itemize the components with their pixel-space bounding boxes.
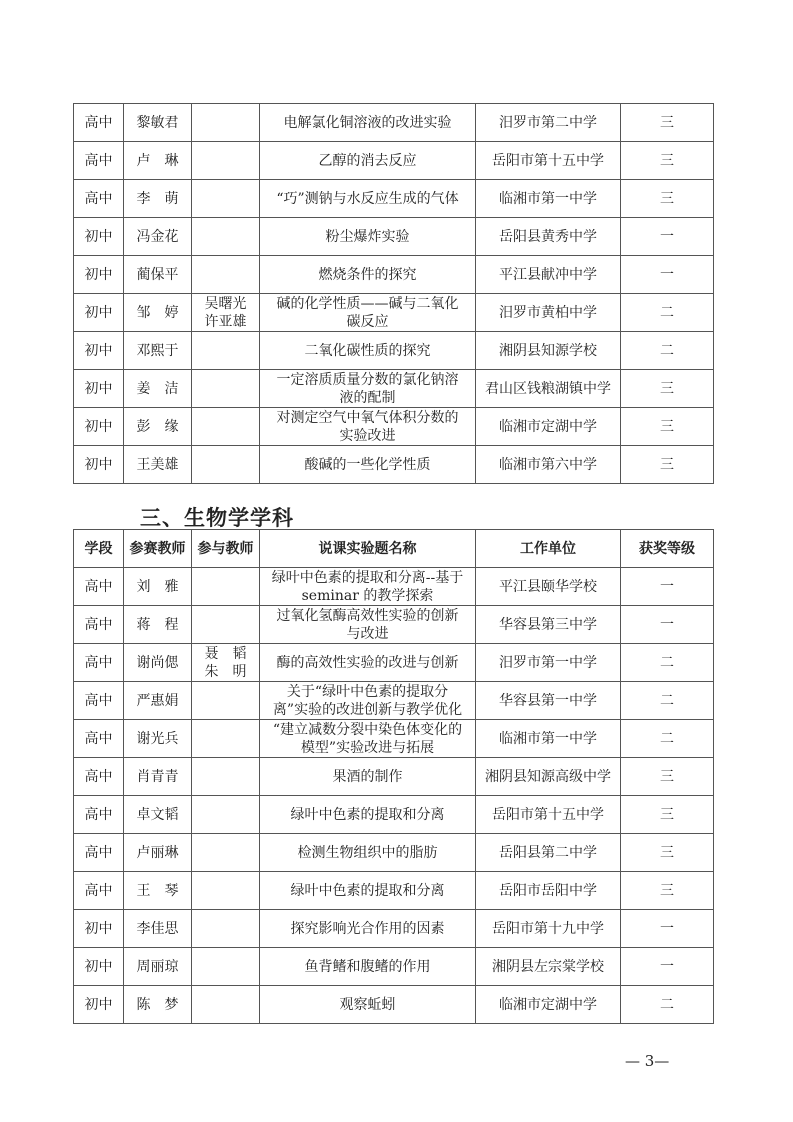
cell-award: 三 <box>621 796 714 834</box>
cell-unit: 平江县颐华学校 <box>476 568 621 606</box>
cell-assistant: 吴曙光 许亚雄 <box>192 294 260 332</box>
cell-title: 一定溶质质量分数的氯化钠溶液的配制 <box>260 370 476 408</box>
cell-stage: 高中 <box>74 606 124 644</box>
cell-assistant <box>192 834 260 872</box>
cell-teacher: 蔺保平 <box>124 256 192 294</box>
table-row <box>74 720 714 758</box>
cell-assistant <box>192 256 260 294</box>
table-row <box>74 370 714 408</box>
cell-stage: 高中 <box>74 568 124 606</box>
cell-title: 关于“绿叶中色素的提取分离”实验的改进创新与教学优化 <box>260 682 476 720</box>
cell-title: 粉尘爆炸实验 <box>260 218 476 256</box>
cell-stage: 高中 <box>74 104 124 142</box>
cell-award: 三 <box>621 104 714 142</box>
cell-award: 三 <box>621 370 714 408</box>
cell-title: 绿叶中色素的提取和分离--基于 seminar 的教学探索 <box>260 568 476 606</box>
cell-assistant <box>192 910 260 948</box>
cell-unit: 岳阳县黄秀中学 <box>476 218 621 256</box>
cell-unit: 岳阳市第十五中学 <box>476 796 621 834</box>
cell-teacher: 陈 梦 <box>124 986 192 1024</box>
cell-assistant <box>192 332 260 370</box>
cell-award: 二 <box>621 644 714 682</box>
cell-stage: 高中 <box>74 142 124 180</box>
cell-title: 二氧化碳性质的探究 <box>260 332 476 370</box>
cell-title: 电解氯化铜溶液的改进实验 <box>260 104 476 142</box>
cell-assistant <box>192 370 260 408</box>
cell-assistant <box>192 986 260 1024</box>
table-row <box>74 104 714 142</box>
cell-stage: 初中 <box>74 408 124 446</box>
cell-stage: 初中 <box>74 218 124 256</box>
cell-title: 绿叶中色素的提取和分离 <box>260 872 476 910</box>
cell-assistant <box>192 606 260 644</box>
cell-teacher: 肖青青 <box>124 758 192 796</box>
cell-teacher: 邓熙于 <box>124 332 192 370</box>
cell-title: “巧”测钠与水反应生成的气体 <box>260 180 476 218</box>
cell-assistant <box>192 948 260 986</box>
cell-unit: 汨罗市第一中学 <box>476 644 621 682</box>
header-teacher: 参赛教师 <box>124 530 192 568</box>
cell-teacher: 王美雄 <box>124 446 192 484</box>
cell-award: 一 <box>621 218 714 256</box>
header-title: 说课实验题名称 <box>260 530 476 568</box>
cell-award: 一 <box>621 568 714 606</box>
cell-assistant <box>192 758 260 796</box>
header-assistant: 参与教师 <box>192 530 260 568</box>
cell-title: 过氧化氢酶高效性实验的创新与改进 <box>260 606 476 644</box>
cell-assistant <box>192 142 260 180</box>
cell-title: “建立减数分裂中染色体变化的模型”实验改进与拓展 <box>260 720 476 758</box>
cell-teacher: 刘 雅 <box>124 568 192 606</box>
cell-stage: 高中 <box>74 720 124 758</box>
cell-stage: 初中 <box>74 332 124 370</box>
cell-teacher: 王 琴 <box>124 872 192 910</box>
cell-stage: 高中 <box>74 758 124 796</box>
cell-award: 一 <box>621 910 714 948</box>
cell-award: 三 <box>621 758 714 796</box>
cell-stage: 高中 <box>74 682 124 720</box>
cell-teacher: 邹 婷 <box>124 294 192 332</box>
cell-teacher: 蒋 程 <box>124 606 192 644</box>
header-stage: 学段 <box>74 530 124 568</box>
cell-award: 三 <box>621 408 714 446</box>
cell-unit: 湘阴县知源学校 <box>476 332 621 370</box>
table-row <box>74 644 714 682</box>
cell-award: 二 <box>621 294 714 332</box>
cell-award: 一 <box>621 606 714 644</box>
cell-title: 探究影响光合作用的因素 <box>260 910 476 948</box>
cell-unit: 平江县献冲中学 <box>476 256 621 294</box>
cell-unit: 华容县第一中学 <box>476 682 621 720</box>
table-row <box>74 568 714 606</box>
cell-stage: 初中 <box>74 948 124 986</box>
table-row <box>74 872 714 910</box>
cell-award: 二 <box>621 986 714 1024</box>
table-row <box>74 758 714 796</box>
cell-unit: 君山区钱粮湖镇中学 <box>476 370 621 408</box>
cell-award: 三 <box>621 872 714 910</box>
table-row <box>74 256 714 294</box>
cell-award: 三 <box>621 180 714 218</box>
table-row <box>74 796 714 834</box>
cell-award: 一 <box>621 256 714 294</box>
table-row <box>74 682 714 720</box>
cell-assistant <box>192 796 260 834</box>
cell-award: 二 <box>621 682 714 720</box>
cell-title: 果酒的制作 <box>260 758 476 796</box>
cell-teacher: 周丽琼 <box>124 948 192 986</box>
header-award: 获奖等级 <box>621 530 714 568</box>
cell-stage: 初中 <box>74 446 124 484</box>
cell-title: 酶的高效性实验的改进与创新 <box>260 644 476 682</box>
cell-assistant <box>192 408 260 446</box>
cell-award: 一 <box>621 948 714 986</box>
cell-title: 酸碱的一些化学性质 <box>260 446 476 484</box>
cell-title: 乙醇的消去反应 <box>260 142 476 180</box>
cell-award: 二 <box>621 332 714 370</box>
cell-unit: 湘阴县知源高级中学 <box>476 758 621 796</box>
cell-stage: 高中 <box>74 872 124 910</box>
cell-title: 燃烧条件的探究 <box>260 256 476 294</box>
cell-stage: 高中 <box>74 644 124 682</box>
cell-award: 二 <box>621 720 714 758</box>
cell-assistant <box>192 872 260 910</box>
table-row <box>74 294 714 332</box>
cell-teacher: 李佳思 <box>124 910 192 948</box>
table-row <box>74 910 714 948</box>
cell-stage: 初中 <box>74 986 124 1024</box>
cell-teacher: 姜 洁 <box>124 370 192 408</box>
cell-teacher: 卢丽琳 <box>124 834 192 872</box>
cell-teacher: 卓文韬 <box>124 796 192 834</box>
cell-title: 观察蚯蚓 <box>260 986 476 1024</box>
table-row <box>74 408 714 446</box>
cell-stage: 高中 <box>74 796 124 834</box>
cell-unit: 临湘市第六中学 <box>476 446 621 484</box>
cell-unit: 汨罗市黄柏中学 <box>476 294 621 332</box>
chemistry-award-table <box>73 103 714 484</box>
cell-teacher: 黎敏君 <box>124 104 192 142</box>
table-row <box>74 218 714 256</box>
cell-unit: 临湘市定湖中学 <box>476 408 621 446</box>
cell-stage: 初中 <box>74 370 124 408</box>
cell-stage: 初中 <box>74 910 124 948</box>
cell-teacher: 谢尚偲 <box>124 644 192 682</box>
cell-award: 三 <box>621 446 714 484</box>
cell-teacher: 严惠娟 <box>124 682 192 720</box>
cell-unit: 岳阳县第二中学 <box>476 834 621 872</box>
cell-stage: 高中 <box>74 834 124 872</box>
cell-assistant <box>192 720 260 758</box>
cell-unit: 岳阳市第十五中学 <box>476 142 621 180</box>
table-row <box>74 986 714 1024</box>
cell-award: 三 <box>621 834 714 872</box>
table-row <box>74 606 714 644</box>
cell-teacher: 谢光兵 <box>124 720 192 758</box>
table-row <box>74 446 714 484</box>
cell-unit: 岳阳市岳阳中学 <box>476 872 621 910</box>
cell-unit: 临湘市第一中学 <box>476 180 621 218</box>
cell-teacher: 彭 缘 <box>124 408 192 446</box>
cell-teacher: 冯金花 <box>124 218 192 256</box>
page-number: — 3— <box>625 1052 670 1070</box>
cell-title: 绿叶中色素的提取和分离 <box>260 796 476 834</box>
cell-unit: 临湘市第一中学 <box>476 720 621 758</box>
cell-assistant: 聂 韬 朱 明 <box>192 644 260 682</box>
cell-title: 碱的化学性质——碱与二氧化碳反应 <box>260 294 476 332</box>
section-title-biology: 三、生物学学科 <box>140 506 294 530</box>
cell-assistant <box>192 568 260 606</box>
table-row <box>74 142 714 180</box>
cell-unit: 华容县第三中学 <box>476 606 621 644</box>
cell-unit: 湘阴县左宗棠学校 <box>476 948 621 986</box>
cell-teacher: 卢 琳 <box>124 142 192 180</box>
cell-assistant <box>192 104 260 142</box>
cell-assistant <box>192 180 260 218</box>
table-header-row <box>74 530 714 568</box>
cell-title: 检测生物组织中的脂肪 <box>260 834 476 872</box>
cell-stage: 初中 <box>74 256 124 294</box>
cell-title: 对测定空气中氧气体积分数的实验改进 <box>260 408 476 446</box>
cell-assistant <box>192 682 260 720</box>
cell-teacher: 李 萌 <box>124 180 192 218</box>
cell-award: 三 <box>621 142 714 180</box>
table-row <box>74 834 714 872</box>
cell-unit: 临湘市定湖中学 <box>476 986 621 1024</box>
cell-stage: 初中 <box>74 294 124 332</box>
cell-stage: 高中 <box>74 180 124 218</box>
cell-unit: 岳阳市第十九中学 <box>476 910 621 948</box>
cell-title: 鱼背鳍和腹鳍的作用 <box>260 948 476 986</box>
header-unit: 工作单位 <box>476 530 621 568</box>
table-row <box>74 180 714 218</box>
cell-unit: 汨罗市第二中学 <box>476 104 621 142</box>
biology-award-table <box>73 529 714 1024</box>
cell-assistant <box>192 446 260 484</box>
cell-assistant <box>192 218 260 256</box>
table-row <box>74 948 714 986</box>
table-row <box>74 332 714 370</box>
